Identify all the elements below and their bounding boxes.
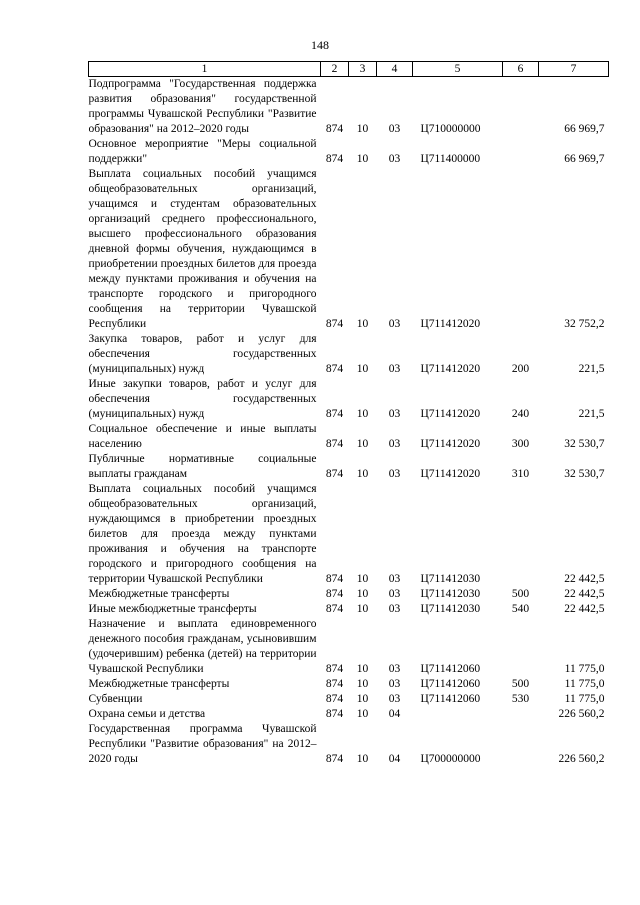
expense-type-code: 310 xyxy=(511,468,530,480)
header-col-5: 5 xyxy=(413,62,503,77)
budget-table xyxy=(88,61,609,767)
target-article-code: Ц711400000 xyxy=(420,153,481,165)
expense-type-code xyxy=(503,77,539,138)
section-code: 10 xyxy=(356,603,369,615)
item-name: Межбюджетные трансферты xyxy=(88,678,230,690)
table-row xyxy=(89,602,609,617)
section-code: 10 xyxy=(356,408,369,420)
admin-code: 874 xyxy=(325,573,344,585)
table-row xyxy=(89,137,609,167)
subsection-code: 03 xyxy=(388,153,401,165)
amount: 221,5 xyxy=(578,408,605,420)
amount: 226 560,2 xyxy=(558,708,605,720)
table-row xyxy=(89,167,609,332)
table-row xyxy=(89,482,609,587)
subsection-code: 03 xyxy=(388,438,401,450)
expense-type-code: 240 xyxy=(511,408,530,420)
table-row xyxy=(89,722,609,767)
item-name: Субвенции xyxy=(88,693,143,705)
subsection-code: 03 xyxy=(388,318,401,330)
page-number: 148 xyxy=(311,38,329,52)
table-row xyxy=(89,422,609,452)
amount: 11 775,0 xyxy=(564,663,605,675)
amount: 22 442,5 xyxy=(564,588,605,600)
section-code: 10 xyxy=(356,573,369,585)
table-row xyxy=(89,692,609,707)
table-row xyxy=(89,332,609,377)
item-name: Межбюджетные трансферты xyxy=(88,588,230,600)
subsection-code: 03 xyxy=(388,693,401,705)
subsection-code: 04 xyxy=(388,753,401,765)
amount: 11 775,0 xyxy=(564,678,605,690)
amount: 32 530,7 xyxy=(564,468,605,480)
subsection-code: 03 xyxy=(388,468,401,480)
item-name: Охрана семьи и детства xyxy=(88,708,206,720)
section-code: 10 xyxy=(356,318,369,330)
table-body xyxy=(89,77,609,768)
table-row xyxy=(89,677,609,692)
admin-code: 874 xyxy=(325,603,344,615)
header-col-7: 7 xyxy=(539,62,609,77)
item-name: Назначение и выплата единовременного денежного пособия гражданам, усыновившим (удочерившим) ребенка (детей) на территории Чувашской Республики xyxy=(88,618,317,675)
target-article-code xyxy=(413,707,503,722)
table-row xyxy=(89,617,609,677)
item-name: Социальное обеспечение и иные выплаты населению xyxy=(88,423,317,450)
header-col-1: 1 xyxy=(89,62,321,77)
admin-code: 874 xyxy=(325,663,344,675)
target-article-code: Ц711412060 xyxy=(420,663,481,675)
subsection-code: 03 xyxy=(388,678,401,690)
admin-code: 874 xyxy=(325,318,344,330)
section-code: 10 xyxy=(356,123,369,135)
admin-code: 874 xyxy=(325,753,344,765)
header-col-3: 3 xyxy=(349,62,377,77)
section-code: 10 xyxy=(356,708,369,720)
amount: 66 969,7 xyxy=(564,153,605,165)
section-code: 10 xyxy=(356,468,369,480)
target-article-code: Ц711412060 xyxy=(420,678,481,690)
subsection-code: 03 xyxy=(388,663,401,675)
admin-code: 874 xyxy=(325,468,344,480)
item-name: Подпрограмма "Государственная поддержка развития образования" государственной программы Чувашской Республики "Развитие образования" на 2012–2020 годы xyxy=(88,78,317,135)
expense-type-code: 530 xyxy=(511,693,530,705)
section-code: 10 xyxy=(356,438,369,450)
admin-code: 874 xyxy=(325,123,344,135)
subsection-code: 03 xyxy=(388,123,401,135)
amount: 32 530,7 xyxy=(564,438,605,450)
amount: 32 752,2 xyxy=(564,318,605,330)
subsection-code: 03 xyxy=(388,603,401,615)
admin-code: 874 xyxy=(325,588,344,600)
section-code: 10 xyxy=(356,693,369,705)
header-col-4: 4 xyxy=(377,62,413,77)
expense-type-code: 200 xyxy=(511,363,530,375)
subsection-code: 04 xyxy=(388,708,401,720)
table-row xyxy=(89,452,609,482)
target-article-code: Ц711412030 xyxy=(420,588,481,600)
target-article-code: Ц700000000 xyxy=(420,753,481,765)
target-article-code: Ц711412020 xyxy=(420,438,481,450)
header-col-6: 6 xyxy=(503,62,539,77)
header-col-2: 2 xyxy=(321,62,349,77)
amount: 11 775,0 xyxy=(564,693,605,705)
section-code: 10 xyxy=(356,753,369,765)
target-article-code: Ц711412030 xyxy=(420,603,481,615)
amount: 66 969,7 xyxy=(564,123,605,135)
subsection-code: 03 xyxy=(388,573,401,585)
expense-type-code: 500 xyxy=(511,588,530,600)
item-name: Выплата социальных пособий учащимся общеобразовательных организаций, нуждающимся в приобретении проездных билетов для проезда между пунктами проживания и обучения на транспорте городского и пригородного сообщения на территории Чувашской Республики xyxy=(88,483,317,585)
admin-code: 874 xyxy=(325,153,344,165)
target-article-code: Ц711412020 xyxy=(420,468,481,480)
amount: 226 560,2 xyxy=(558,753,605,765)
expense-type-code xyxy=(503,722,539,767)
table-header xyxy=(89,62,609,77)
expense-type-code: 540 xyxy=(511,603,530,615)
expense-type-code: 500 xyxy=(511,678,530,690)
item-name: Иные закупки товаров, работ и услуг для обеспечения государственных (муниципальных) нужд xyxy=(88,378,317,420)
amount: 22 442,5 xyxy=(564,573,605,585)
item-name: Иные межбюджетные трансферты xyxy=(88,603,257,615)
item-name: Выплата социальных пособий учащимся общеобразовательных организаций, учащимся и студентам образовательных организаций среднего профессионального, высшего профессионального образования дневной формы обучения, нуждающимся в приобретении проездных билетов для проезда между пунктами проживания и обучения на транспорте городского и пригородного сообщения на территории Чувашской Республики xyxy=(88,168,317,330)
expense-type-code xyxy=(503,707,539,722)
expense-type-code xyxy=(503,167,539,332)
section-code: 10 xyxy=(356,663,369,675)
amount: 22 442,5 xyxy=(564,603,605,615)
item-name: Публичные нормативные социальные выплаты гражданам xyxy=(88,453,317,480)
expense-type-code xyxy=(503,137,539,167)
admin-code: 874 xyxy=(325,708,344,720)
subsection-code: 03 xyxy=(388,588,401,600)
target-article-code: Ц711412060 xyxy=(420,693,481,705)
item-name: Государственная программа Чувашской Республики "Развитие образования" на 2012–2020 годы xyxy=(88,723,317,765)
expense-type-code: 300 xyxy=(511,438,530,450)
admin-code: 874 xyxy=(325,408,344,420)
admin-code: 874 xyxy=(325,438,344,450)
target-article-code: Ц711412030 xyxy=(420,573,481,585)
amount: 221,5 xyxy=(578,363,605,375)
table-row xyxy=(89,377,609,422)
item-name: Закупка товаров, работ и услуг для обеспечения государственных (муниципальных) нужд xyxy=(88,333,317,375)
target-article-code: Ц711412020 xyxy=(420,363,481,375)
section-code: 10 xyxy=(356,588,369,600)
table-row xyxy=(89,707,609,722)
expense-type-code xyxy=(503,617,539,677)
item-name: Основное мероприятие "Меры социальной поддержки" xyxy=(88,138,317,165)
admin-code: 874 xyxy=(325,678,344,690)
admin-code: 874 xyxy=(325,363,344,375)
header-row xyxy=(89,62,609,77)
target-article-code: Ц711412020 xyxy=(420,318,481,330)
section-code: 10 xyxy=(356,678,369,690)
table-row xyxy=(89,587,609,602)
target-article-code: Ц711412020 xyxy=(420,408,481,420)
subsection-code: 03 xyxy=(388,363,401,375)
target-article-code: Ц710000000 xyxy=(420,123,481,135)
expense-type-code xyxy=(503,482,539,587)
subsection-code: 03 xyxy=(388,408,401,420)
section-code: 10 xyxy=(356,153,369,165)
table-row xyxy=(89,77,609,138)
admin-code: 874 xyxy=(325,693,344,705)
section-code: 10 xyxy=(356,363,369,375)
